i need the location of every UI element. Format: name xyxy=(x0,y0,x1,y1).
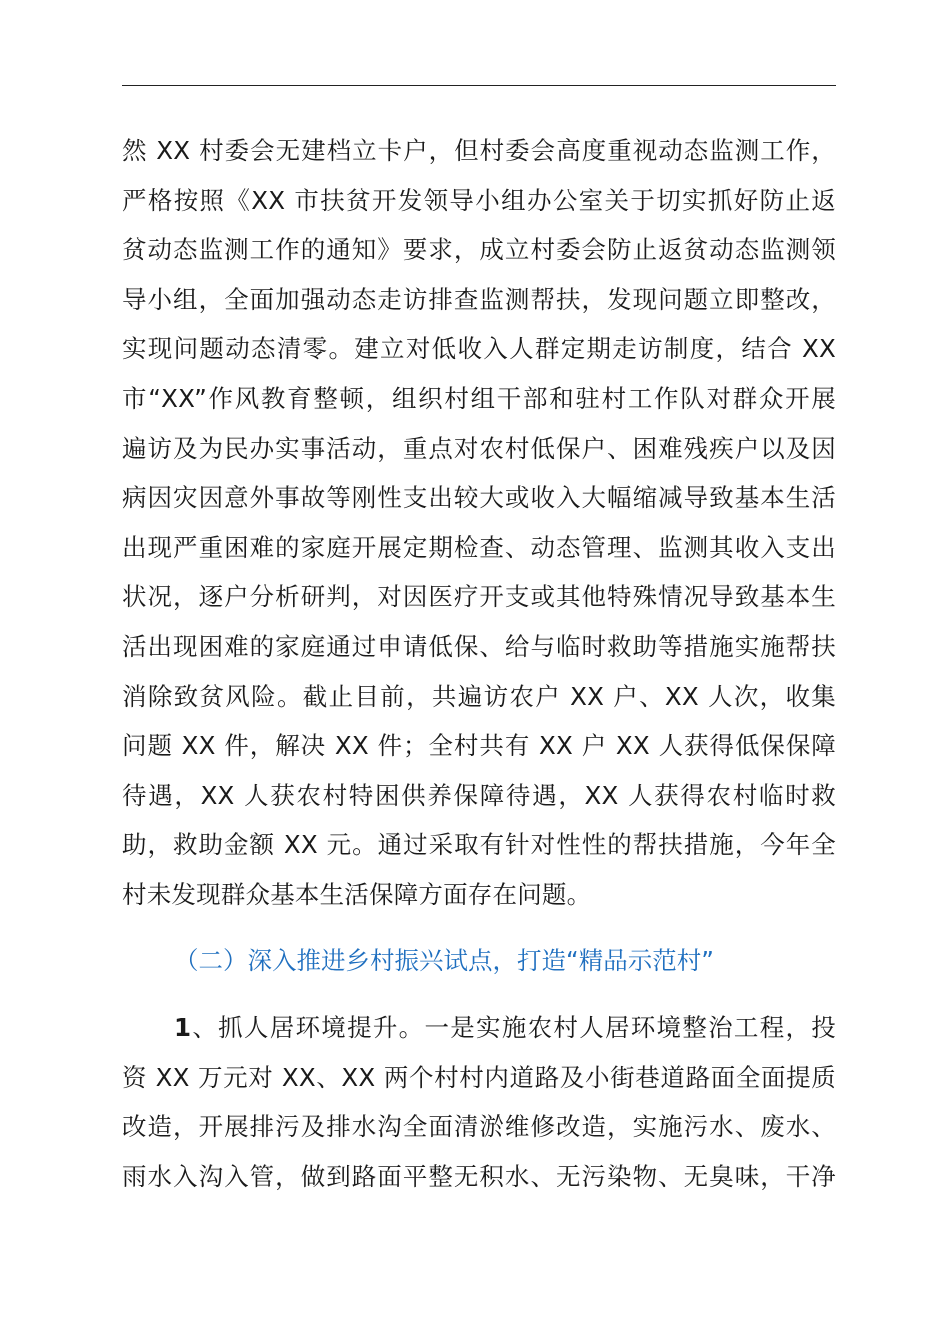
document-body xyxy=(122,126,836,1201)
text-line: 资 XX 万元对 XX、XX 两个村村内道路及小街巷道路面全面提质 xyxy=(122,1062,836,1092)
text-line: 遍访及为民办实事活动，重点对农村低保户、困难残疾户以及因 xyxy=(122,433,836,463)
text-line: 市“XX”作风教育整顿，组织村组干部和驻村工作队对群众开展 xyxy=(122,383,836,413)
text-line-first xyxy=(122,1003,836,1053)
text-line: 村未发现群众基本生活保障方面存在问题。 xyxy=(122,879,592,909)
text-line: 贫动态监测工作的通知》要求，成立村委会防止返贫动态监测领 xyxy=(122,235,836,265)
text-line: 出现严重困难的家庭开展定期检查、动态管理、监测其收入支出 xyxy=(122,532,836,562)
section-heading: （二）深入推进乡村振兴试点，打造“精品示范村” xyxy=(174,945,714,975)
item-title: 、抓人居环境提升。一是实施农村人居环境整治工程，投 xyxy=(191,1013,836,1043)
text-line: 实现问题动态清零。建立对低收入人群定期走访制度，结合 XX xyxy=(122,334,836,364)
header-divider xyxy=(122,85,836,86)
text-line: 问题 XX 件，解决 XX 件；全村共有 XX 户 XX 人获得低保保障 xyxy=(122,731,836,761)
item-number: 1 xyxy=(174,1013,192,1043)
text-line: 改造，开展排污及排水沟全面清淤维修改造，实施污水、废水、 xyxy=(122,1112,836,1142)
text-line: 助，救助金额 XX 元。通过采取有针对性性的帮扶措施，今年全 xyxy=(122,830,836,860)
text-line: 病因灾因意外事故等刚性支出较大或收入大幅缩减导致基本生活 xyxy=(122,483,836,513)
text-line: 状况，逐户分析研判，对因医疗开支或其他特殊情况导致基本生 xyxy=(122,582,836,612)
text-line: 导小组，全面加强动态走访排查监测帮扶，发现问题立即整改， xyxy=(122,284,836,314)
text-line: 严格按照《XX 市扶贫开发领导小组办公室关于切实抓好防止返 xyxy=(122,185,836,215)
text-line: 然 XX 村委会无建档立卡户，但村委会高度重视动态监测工作， xyxy=(122,136,836,165)
paragraph-living-environment xyxy=(122,1003,836,1201)
text-line: 雨水入沟入管，做到路面平整无积水、无污染物、无臭味，干净 xyxy=(122,1161,836,1191)
text-line: 待遇，XX 人获农村特困供养保障待遇，XX 人获得农村临时救 xyxy=(122,780,836,810)
text-line: 消除致贫风险。截止目前，共遍访农户 XX 户、XX 人次，收集 xyxy=(122,681,836,711)
paragraph-monitoring xyxy=(122,126,836,920)
text-line: 活出现困难的家庭通过申请低保、给与临时救助等措施实施帮扶 xyxy=(122,631,836,661)
